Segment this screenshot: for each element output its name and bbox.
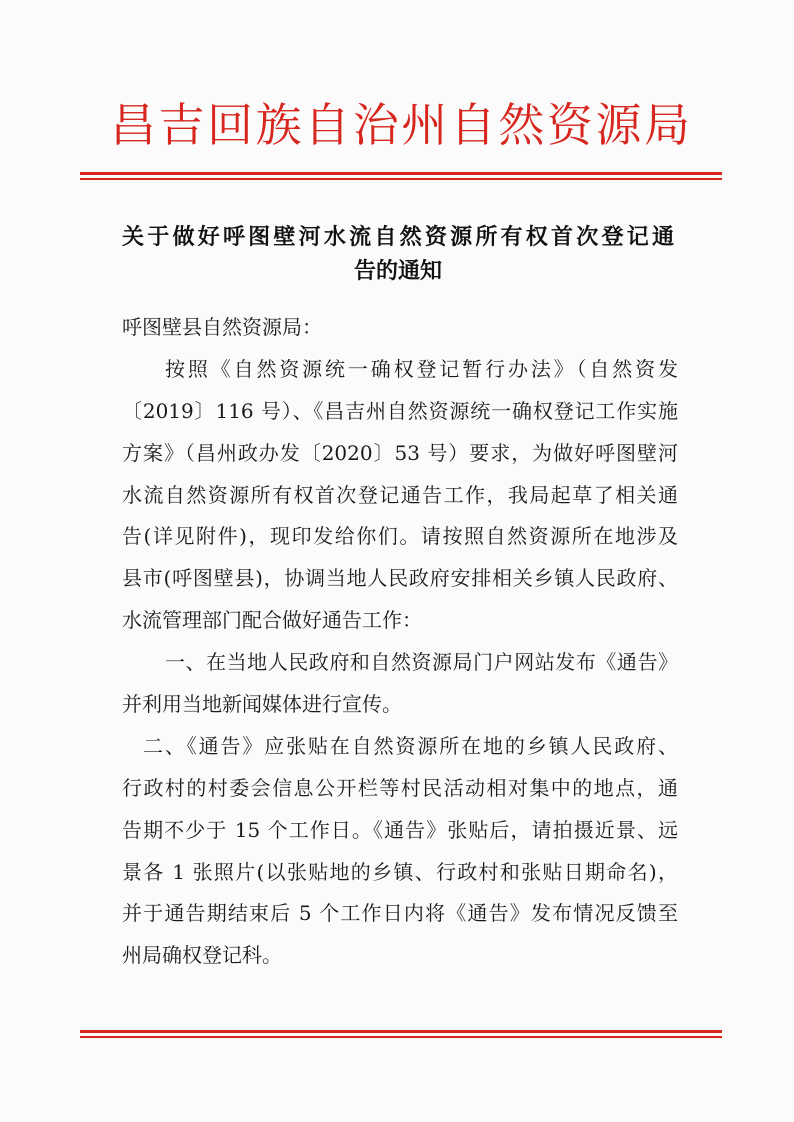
paragraph-line: 水流自然资源所有权首次登记通告工作，我局起草了相关通 — [122, 482, 678, 507]
paragraph-line: 方案》（昌州政办发〔2020〕53 号）要求，为做好呼图壁河 — [122, 440, 678, 465]
paragraph-line: 州局确权登记科。 — [122, 943, 282, 968]
paragraph-line: 并于通告期结束后 5 个工作日内将《通告》发布情况反馈至 — [122, 901, 678, 926]
letterhead-rule-thin — [80, 178, 722, 180]
paragraph-2 — [122, 642, 678, 726]
paragraph-3 — [122, 726, 678, 977]
paragraph-line: 并利用当地新闻媒体进行宣传。 — [122, 692, 402, 717]
paragraph-line: 二、《通告》应张贴在自然资源所在地的乡镇人民政府、 — [143, 733, 678, 758]
salutation: 呼图壁县自然资源局： — [122, 315, 322, 339]
footer-rule-thick — [80, 1030, 722, 1033]
paragraph-line: 景各 1 张照片(以张贴地的乡镇、行政村和张贴日期命名)， — [122, 859, 678, 884]
paragraph-line: 县市(呼图壁县)，协调当地人民政府安排相关乡镇人民政府、 — [122, 566, 678, 591]
paragraph-line: 行政村的村委会信息公开栏等村民活动相对集中的地点，通 — [122, 775, 678, 800]
paragraph-line: 水流管理部门配合做好通告工作： — [122, 608, 422, 633]
paragraph-line: 一、在当地人民政府和自然资源局门户网站发布《通告》 — [165, 650, 678, 675]
footer-rule-thin — [80, 1036, 722, 1038]
paragraph-line: 告期不少于 15 个工作日。《通告》张贴后，请拍摄近景、远 — [122, 817, 678, 842]
paragraph-line: 告(详见附件)，现印发给你们。请按照自然资源所在地涉及 — [122, 524, 678, 549]
letterhead-rule-thick — [80, 172, 722, 175]
paragraph-line: 按照《自然资源统一确权登记暂行办法》（自然资发 — [165, 356, 678, 381]
document-body — [122, 307, 678, 977]
document-title — [122, 221, 674, 289]
paragraph-1 — [122, 349, 678, 642]
title-line-1: 关于做好呼图壁河水流自然资源所有权首次登记通 — [122, 225, 674, 250]
letterhead-org-name: 昌吉回族自治州自然资源局 — [110, 98, 690, 152]
paragraph-line: 〔2019〕116 号）、《昌吉州自然资源统一确权登记工作实施 — [122, 398, 678, 423]
title-line-2: 告的通知 — [353, 259, 442, 284]
